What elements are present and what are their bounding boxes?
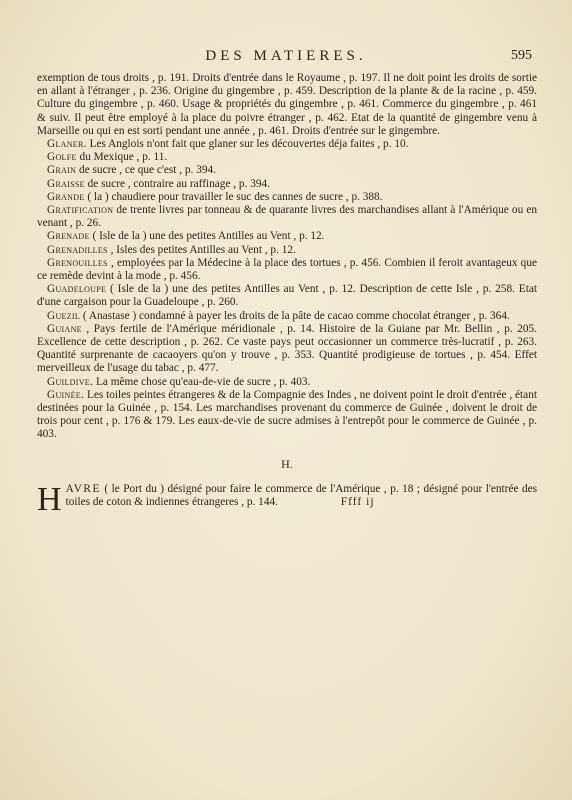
entry-text: ( la ) chaudiere pour travailler le suc des cannes de sucre , p. 388.: [84, 190, 383, 203]
index-body: [37, 72, 537, 518]
entry-text: de trente livres par tonneau & de quarante livres des marchandises allant à l'Amérique ou en venant , p. 26.: [37, 204, 537, 230]
page-number: 595: [511, 48, 532, 63]
index-entry: [37, 376, 537, 389]
index-entry: [37, 204, 537, 230]
entry-term: AVRE: [65, 482, 101, 495]
entry-text: Les toiles peintes étrangeres & de la Compagnie des Indes , ne doivent point le droit d'entrée , étant destinées pour la Guinée , p. 154. Les marchandises provenant du commerce de Guinée , doivent le droit de trois pour cent , p. 176 & 179. Les eaux-de-vie de sucre admises à l'entrepôt pour le commerce de Guinée , p. 403.: [37, 388, 537, 441]
index-entry: [37, 480, 537, 518]
section-heading: H.: [281, 456, 293, 471]
index-entry: [37, 178, 537, 191]
index-entry: [37, 257, 537, 283]
entry-term: Grenadilles: [47, 243, 108, 256]
entry-text: ( Isle de la ) une des petites Antilles au Vent , p. 12.: [89, 230, 325, 243]
index-entry: [37, 72, 537, 138]
page-header: [0, 48, 572, 70]
entry-text: , employées par la Médecine à la place des tortues , p. 456. Combien il feroit avantageux que ce remède devint à la mode , p. 456.: [37, 256, 537, 283]
index-entry: [37, 138, 537, 151]
entry-text: ( le Port du ) désigné pour faire le commerce de l'Amérique , p. 18 ; désigné pour l'entrée des toiles de coton & indiennes étrangeres , p. 144.: [65, 482, 537, 509]
entry-text: , Isles des petites Antilles au Vent , p. 12.: [107, 243, 296, 256]
entry-term: Grain: [47, 164, 77, 177]
entry-term: Guinée.: [47, 388, 85, 401]
entry-term: Guiane: [47, 322, 82, 335]
index-entry: [37, 389, 537, 442]
entry-text: de sucre , contraire au raffinage , p. 394.: [84, 177, 270, 190]
entry-term: Grenade: [47, 230, 90, 243]
index-entry: [37, 151, 537, 164]
entry-term: Golfe: [47, 151, 77, 164]
index-entry: [37, 230, 537, 243]
index-entry: [37, 283, 537, 309]
index-entry: [37, 323, 537, 376]
entry-term: Gratification: [47, 204, 114, 217]
entry-text: de sucre , ce que c'est , p. 394.: [76, 164, 216, 177]
entry-text: ( Isle de la ) une des petites Antilles au Vent , p. 12. Description de cette Isle , p. 258. Etat d'une cargaison pour la Guadeloupe , p. 260.: [37, 283, 537, 309]
index-entry: [37, 244, 537, 257]
signature-mark: Ffff ij: [340, 496, 375, 509]
entry-text: exemption de tous droits , p. 191. Droits d'entrée dans le Royaume , p. 197. Il ne doit point les droits de sortie en allant à l'étranger , p. 236. Origine du gingembre , p. 459. Description de la plante & de la racine , p. 459. Culture du gingembre , p. 460. Usage & propriétés du gingembre , p. 461. Commerce du gingembre , p. 461 & suiv. Il peut être employé à la place du poivre étranger , p. 462. Etat de la quantité de gingembre venu à Marseille ou qui en est sorti pendant une année , p. 461. Droits d'entrée sur le gingembre.: [37, 72, 537, 137]
entry-text: du Mexique , p. 11.: [76, 151, 168, 164]
index-entry: [37, 310, 537, 323]
entry-term: Guildive.: [47, 375, 94, 388]
entry-term: Grenouilles: [47, 256, 108, 269]
entry-text: La même chose qu'eau-de-vie de sucre , p. 403.: [93, 375, 311, 388]
entry-term: Glaner.: [47, 138, 87, 151]
entry-term: Grande: [47, 190, 85, 203]
index-entry: [37, 164, 537, 177]
entry-text: ( Anastase ) condamné à payer les droits de la pâte de cacao comme chocolat étranger , p. 364.: [80, 309, 510, 322]
running-head: DES MATIERES.: [205, 48, 367, 64]
drop-cap: H: [37, 480, 62, 518]
index-entry: [37, 191, 537, 204]
entry-term: Guezil: [47, 309, 81, 322]
entry-text: , Pays fertile de l'Amérique méridionale , p. 14. Histoire de la Guiane par Mr. Bellin , p. 205. Excellence de cette description , p. 262. Ce vaste pays peut occasionner un commerce très-lucratif , p. 263. Quantité surprenante de cacaoyers qu'on y trouve , p. 353. Quantité prodigieuse de tortues , p. 454. Effet merveilleux de l'usage du tabac , p. 477.: [37, 322, 537, 375]
entry-text: Les Anglois n'ont fait que glaner sur les découvertes déja faites , p. 10.: [86, 138, 409, 151]
entry-term: Guadeloupe: [47, 283, 107, 296]
entry-term: Graisse: [47, 177, 85, 190]
